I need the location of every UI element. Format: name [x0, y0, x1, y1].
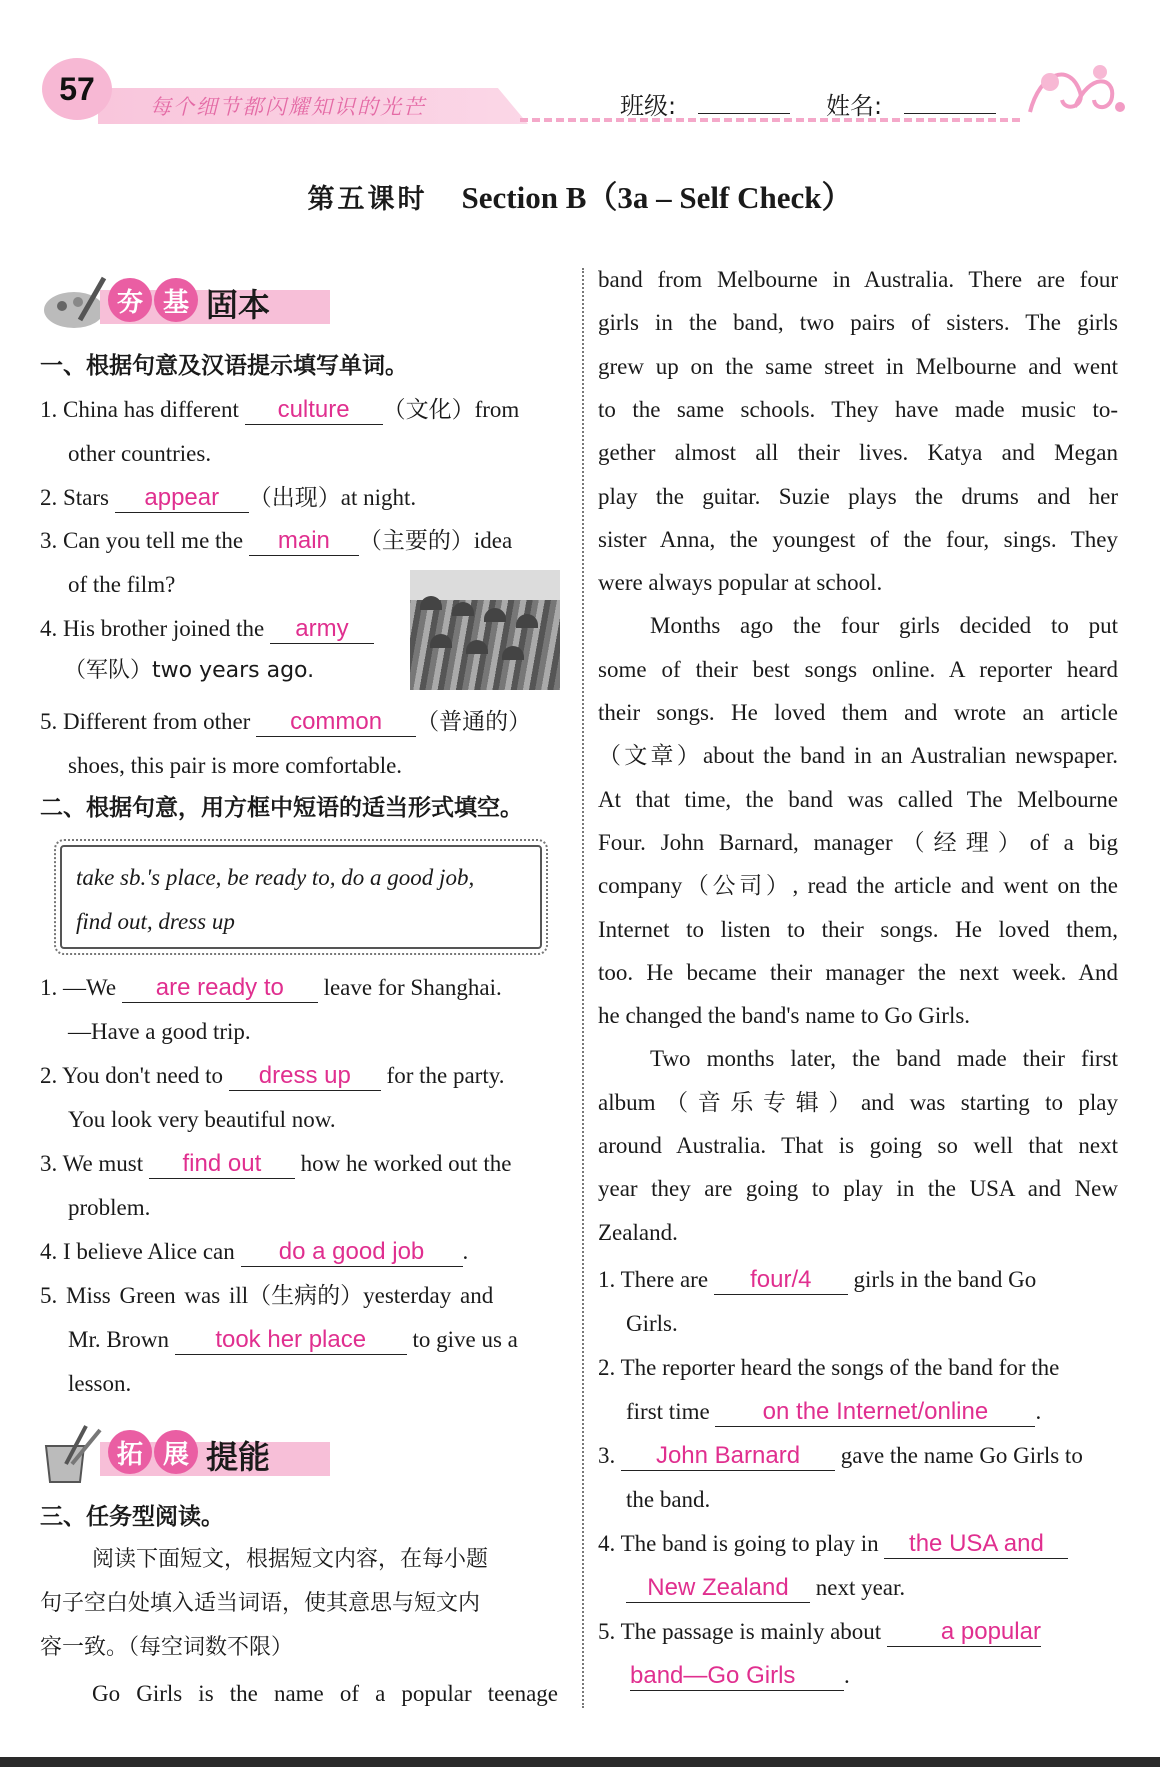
banner-char-2: 展	[154, 1430, 198, 1474]
section3-banner	[40, 1424, 340, 1484]
section3-instruction-2: 句子空白处填入适当词语，使其意思与短文内	[40, 1591, 481, 1616]
s2-item-1-cont: —Have a good trip.	[68, 1019, 251, 1044]
q-item-4-line2: New Zealand next year.	[626, 1576, 905, 1603]
q-item-3-cont: the band.	[626, 1487, 711, 1512]
q-item-2-line2: first time on the Internet/online .	[626, 1398, 1042, 1425]
q-item-4: 4. The band is going to play in the USA and	[598, 1532, 1068, 1559]
column-divider	[582, 268, 584, 1708]
s2-item-2-cont: You look very beautiful now.	[68, 1107, 336, 1132]
phrase-box-line-1: take sb.'s place, be ready to, do a good job,	[76, 865, 475, 890]
section3-heading: 三、任务型阅读。	[40, 1504, 224, 1530]
class-field[interactable]	[698, 113, 790, 114]
name-label: 姓名:	[826, 92, 883, 120]
passage-line: to the same schools. They have made music to-	[598, 397, 1118, 422]
s2-item-5: 5. Miss Green was ill（生病的）yesterday and	[40, 1283, 494, 1308]
passage-line: their songs. He loved them and wrote an article	[598, 700, 1118, 725]
passage-line: Internet to listen to their songs. He loved them,	[598, 917, 1118, 942]
s1-answer-5[interactable]: common	[256, 710, 416, 737]
page-header	[0, 0, 1160, 140]
s1-item-1-cont: other countries.	[68, 441, 212, 466]
s2-answer-2[interactable]: dress up	[229, 1064, 381, 1091]
q-item-2: 2. The reporter heard the songs of the band for the	[598, 1355, 1060, 1380]
passage-first-line: Go Girls is the name of a popular teenage	[92, 1681, 558, 1706]
passage-line: Months ago the four girls decided to put	[650, 613, 1118, 638]
q-item-1-cont: Girls.	[626, 1311, 678, 1336]
s1-answer-4[interactable]: army	[270, 617, 374, 644]
passage-line: year they are going to play in the USA and New	[598, 1176, 1118, 1201]
passage-line: Two months later, the band made their first	[650, 1046, 1118, 1071]
lesson-title-cn: 第五课时	[307, 184, 428, 215]
q-item-5: 5. The passage is mainly about a popular	[598, 1618, 1041, 1645]
banner-title: 固本	[206, 286, 271, 324]
banner-char-1: 夯	[108, 278, 152, 322]
s1-answer-3[interactable]: main	[249, 529, 359, 556]
s2-answer-3[interactable]: find out	[149, 1152, 295, 1179]
passage-line: some of their best songs online. A reporter heard	[598, 657, 1118, 682]
header-slogan: 每个细节都闪耀知识的光芒	[150, 95, 426, 119]
s1-item-5-cont: shoes, this pair is more comfortable.	[68, 753, 403, 778]
passage-line: Zealand.	[598, 1220, 678, 1245]
q-answer-4b[interactable]: New Zealand	[626, 1576, 810, 1603]
name-field[interactable]	[904, 113, 996, 114]
s1-item-4-cont: （军队）two years ago.	[64, 658, 315, 683]
s1-answer-1[interactable]: culture	[245, 398, 383, 425]
passage-line: band from Melbourne in Australia. There are four	[598, 267, 1118, 292]
passage-line: （文章）about the band in an Australian newspaper.	[598, 743, 1118, 768]
section2-heading: 二、根据句意，用方框中短语的适当形式填空。	[40, 795, 523, 821]
s1-item-1: 1. China has different culture （文化）from	[40, 396, 520, 423]
s2-item-2: 2. You don't need to dress up for the party.	[40, 1062, 505, 1089]
flower-ornament-icon	[1020, 52, 1130, 127]
passage-line: around Australia. That is going so well that next	[598, 1133, 1118, 1158]
class-label: 班级:	[620, 92, 677, 120]
passage-line: album（音乐专辑）and was starting to play	[598, 1090, 1118, 1115]
section1-banner	[40, 272, 340, 332]
s1-item-5: 5. Different from other common （普通的）	[40, 708, 532, 735]
passage-line: were always popular at school.	[598, 570, 883, 595]
s2-item-1: 1. —We are ready to leave for Shanghai.	[40, 974, 502, 1001]
soldiers-photo	[410, 570, 560, 690]
phrase-box-line-2: find out, dress up	[76, 909, 235, 934]
q-answer-2[interactable]: on the Internet/online	[715, 1400, 1035, 1427]
s2-answer-1[interactable]: are ready to	[122, 976, 318, 1003]
passage-line: grew up on the same street in Melbourne and went	[598, 354, 1118, 379]
passage-line: too. He became their manager the next week. And	[598, 960, 1118, 985]
s1-item-3: 3. Can you tell me the main （主要的）idea	[40, 527, 513, 554]
passage-line: sister Anna, the youngest of the four, sings. They	[598, 527, 1118, 552]
s2-answer-4[interactable]: do a good job	[241, 1240, 463, 1267]
s2-item-3: 3. We must find out how he worked out the	[40, 1150, 512, 1177]
passage-line: girls in the band, two pairs of sisters. The girls	[598, 310, 1118, 335]
q-answer-4[interactable]: the USA and	[884, 1532, 1068, 1559]
passage-line: play the guitar. Suzie plays the drums and her	[598, 484, 1118, 509]
page-number-badge: 57	[42, 58, 112, 120]
header-dash-line	[520, 118, 1020, 122]
lesson-title	[0, 172, 1160, 217]
section1-heading: 一、根据句意及汉语提示填写单词。	[40, 353, 408, 379]
s1-item-2: 2. Stars appear （出现）at night.	[40, 484, 417, 511]
banner-char-2: 基	[154, 278, 198, 322]
s2-item-5-cont: lesson.	[68, 1371, 132, 1396]
banner-char-1: 拓	[108, 1430, 152, 1474]
s2-item-3-cont: problem.	[68, 1195, 151, 1220]
passage-line: he changed the band's name to Go Girls.	[598, 1003, 971, 1028]
lesson-title-en: Section B（3a – Self Check）	[461, 180, 853, 215]
passage-line: company（公司）, read the article and went on the	[598, 873, 1118, 898]
section3-instruction-3: 容一致。（每空词数不限）	[40, 1635, 294, 1660]
q-item-1: 1. There are four/4 girls in the band Go	[598, 1266, 1037, 1293]
s2-item-4: 4. I believe Alice can do a good job .	[40, 1238, 469, 1265]
passage-line: Four. John Barnard, manager（经理）of a big	[598, 830, 1118, 855]
phrase-box	[60, 845, 542, 949]
q-answer-1[interactable]: four/4	[714, 1268, 848, 1295]
s1-item-4: 4. His brother joined the army	[40, 617, 374, 644]
q-item-3: 3. John Barnard gave the name Go Girls to	[598, 1442, 1083, 1469]
bottom-bar	[0, 1757, 1160, 1767]
s1-item-3-cont: of the film?	[68, 572, 176, 597]
q-answer-3[interactable]: John Barnard	[621, 1444, 835, 1471]
s2-item-5-line2: Mr. Brown took her place to give us a	[68, 1326, 518, 1353]
section3-instruction-1: 阅读下面短文，根据短文内容，在每小题	[92, 1547, 489, 1572]
q-item-5-line2: band—Go Girls .	[630, 1662, 850, 1689]
q-answer-5b[interactable]: band—Go Girls	[630, 1664, 844, 1691]
q-answer-5[interactable]: a popular	[887, 1620, 1041, 1647]
passage-line: At that time, the band was called The Melbourne	[598, 787, 1118, 812]
banner-title: 提能	[206, 1438, 271, 1476]
s1-answer-2[interactable]: appear	[115, 486, 249, 513]
passage-line: gether almost all their lives. Katya and Megan	[598, 440, 1118, 465]
s2-answer-5[interactable]: took her place	[175, 1328, 407, 1355]
